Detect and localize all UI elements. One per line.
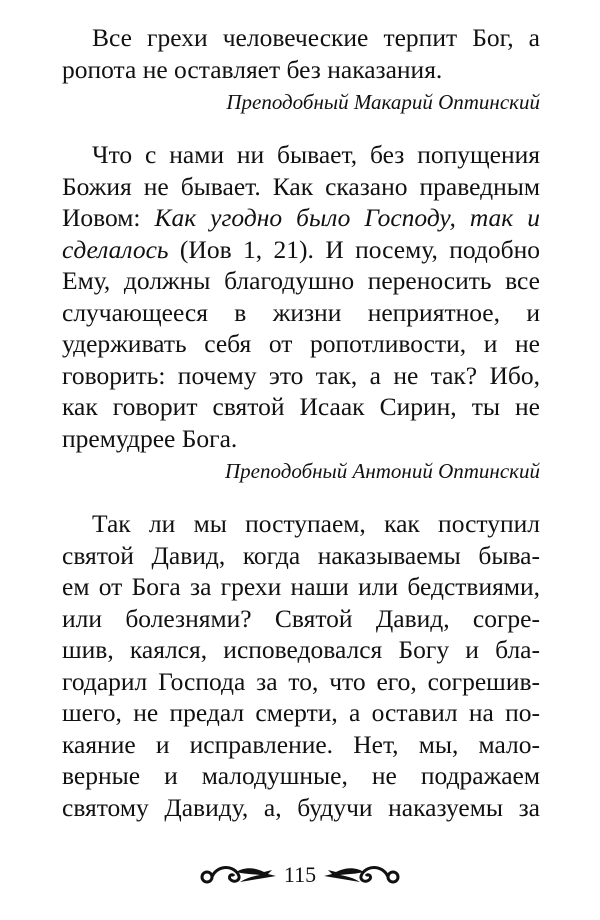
text-line: Божия не бывает. Как сказано праведным xyxy=(62,171,540,201)
text-run: Иовом: xyxy=(62,203,155,232)
page-footer xyxy=(0,855,600,895)
text-line: Ему, должны благодушно переносить все xyxy=(62,266,540,295)
page-number: 115 xyxy=(283,862,317,887)
text-line: святой Давид, когда наказываемы быва- xyxy=(62,540,540,570)
text-line: святому Давиду, а, будучи наказуемы за xyxy=(62,792,540,822)
text-line: верные и малодушные, не подражаем xyxy=(62,761,540,790)
text-line: или болезнями? Святой Давид, согре- xyxy=(62,603,540,633)
scroll-ornament-left-icon xyxy=(198,860,278,890)
scripture-quote: сделалось xyxy=(62,234,169,264)
text-line: каяние и исправление. Нет, мы, мало- xyxy=(62,729,540,759)
text-line: удерживать себя от ропотливости, и не xyxy=(62,329,540,358)
quote-3 xyxy=(62,508,540,823)
attribution: Преподобный Антоний Оптинский xyxy=(225,459,540,483)
text-line: Что с нами ни бывает, без попущения xyxy=(92,140,540,169)
scroll-ornament-right-icon xyxy=(322,860,402,890)
text-line: Все грехи человеческие терпит Бог, а xyxy=(92,23,540,52)
text-line: премудрее Бога. xyxy=(62,423,238,453)
scripture-quote: Как угодно было Господу, так и xyxy=(154,203,540,232)
quote-1 xyxy=(62,22,540,117)
attribution: Преподобный Макарий Оптинский xyxy=(226,90,540,114)
text-line xyxy=(62,202,540,234)
text-line: ропота не оставляет без наказания. xyxy=(62,54,443,84)
book-page xyxy=(62,22,540,823)
text-line: ем от Бога за грехи наши или бедствиями, xyxy=(62,572,540,601)
text-line: Так ли мы поступаем, как поступил xyxy=(92,509,540,538)
text-line: как говорит святой Исаак Сирин, ты не xyxy=(62,392,540,421)
text-line: шив, каялся, исповедовался Богу и бла- xyxy=(62,635,540,664)
text-line xyxy=(62,234,540,266)
quote-2 xyxy=(62,139,540,486)
text-line: шего, не предал смерти, а оставил на по- xyxy=(62,698,540,727)
text-line: случающееся в жизни неприятное, и xyxy=(62,297,540,327)
text-line: годарил Господа за то, что его, согрешив- xyxy=(62,666,540,696)
text-line: говорить: почему это так, а не так? Ибо, xyxy=(62,360,540,390)
text-run: (Иов 1, 21). И посему, подобно xyxy=(168,234,540,264)
